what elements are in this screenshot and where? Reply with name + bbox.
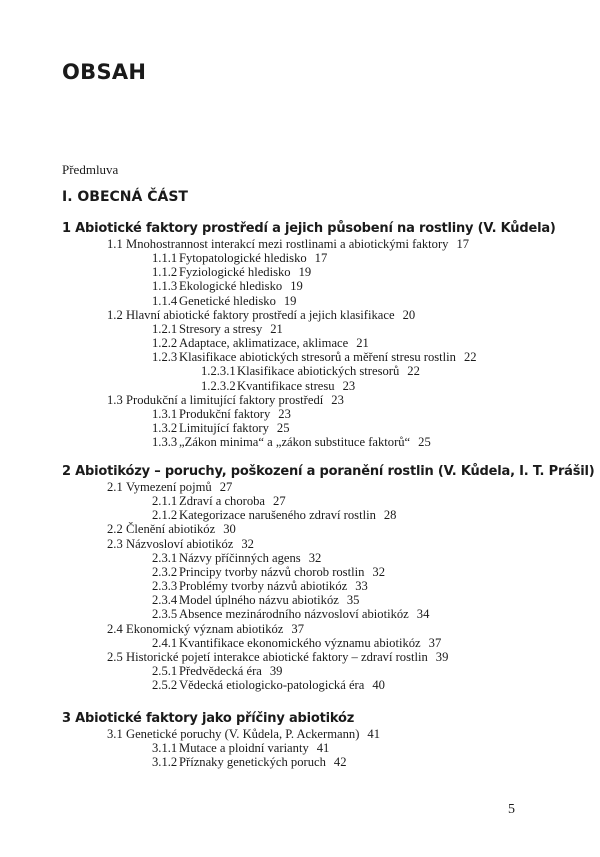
entry-page: 21	[270, 321, 283, 336]
entry-title: Kategorizace narušeného zdraví rostlin	[179, 508, 376, 523]
toc-entry	[62, 237, 556, 251]
entry-number: 2.4	[107, 621, 123, 636]
toc-entry	[62, 480, 595, 494]
entry-title: Produkční a limitující faktory prostředí	[126, 392, 324, 407]
entry-title: „Zákon minima“ a „zákon substituce faktorů“	[179, 435, 411, 450]
toc-entry	[62, 421, 556, 435]
entry-number: 1.2.3.2	[201, 378, 236, 393]
entry-number: 1.1	[107, 237, 123, 251]
entry-page: 39	[269, 664, 283, 679]
entry-page: 21	[356, 336, 369, 351]
chapter-heading: 1 Abiotické faktory prostředí a jejich působení na rostliny (V. Kůdela)	[62, 221, 556, 236]
entry-number: 1.3.2	[152, 421, 178, 436]
entry-page: 22	[463, 350, 477, 365]
toc-entry	[62, 322, 556, 336]
toc-entry	[62, 636, 595, 650]
entry-title: Produkční faktory	[179, 406, 271, 421]
entry-number: 1.2	[107, 307, 123, 322]
entry-title: Klasifikace abiotických stresorů a měření stresu rostlin	[179, 350, 456, 365]
entry-title: Zdraví a choroba	[179, 494, 266, 509]
entry-page: 28	[383, 508, 397, 523]
toc-entry	[62, 551, 595, 565]
entry-title: Fyziologické hledisko	[179, 265, 291, 280]
entry-page: 22	[407, 364, 420, 379]
entry-title: Absence mezinárodního názvosloví abiotikóz	[179, 607, 409, 622]
toc-entry	[62, 593, 595, 607]
entry-title: Členění abiotikóz	[126, 522, 216, 537]
entry-page: 40	[372, 678, 385, 693]
entry-page: 32	[241, 536, 254, 551]
entry-number: 2.3.1	[152, 550, 178, 565]
chapter-1	[62, 221, 556, 449]
entry-page: 33	[355, 579, 368, 594]
entry-title: Vymezení pojmů	[126, 480, 212, 494]
entry-number: 2.3	[107, 536, 123, 551]
entry-page: 19	[283, 293, 297, 308]
chapter-3	[62, 711, 380, 769]
toc-entry	[62, 565, 595, 579]
toc-entry	[62, 364, 556, 378]
toc-entry	[62, 279, 556, 293]
entry-title: Genetické poruchy (V. Kůdela, P. Ackermann)	[126, 727, 360, 741]
entry-number: 1.1.4	[152, 293, 178, 308]
toc-entry	[62, 755, 380, 769]
toc-entry	[62, 308, 556, 322]
entry-page: 30	[223, 522, 236, 537]
entry-title: Názvy příčinných agens	[179, 550, 301, 565]
entry-number: 2.1.1	[152, 494, 178, 509]
entry-title: Adaptace, aklimatizace, aklimace	[179, 336, 349, 351]
toc-entry	[62, 379, 556, 393]
entry-number: 2.5.1	[152, 664, 178, 679]
toc-entry	[62, 650, 595, 664]
entry-title: Mnohostrannost interakcí mezi rostlinami a abiotickými faktory	[126, 237, 449, 251]
toc-entry	[62, 435, 556, 449]
entry-number: 1.3.3	[152, 435, 178, 450]
toc-entry	[62, 579, 595, 593]
entry-title: Genetické hledisko	[179, 293, 276, 308]
chapter-2	[62, 464, 595, 692]
entry-page: 32	[308, 550, 322, 565]
entry-number: 1.3.1	[152, 406, 178, 421]
entry-number: 3.1	[107, 727, 123, 741]
entry-page: 37	[291, 621, 304, 636]
toc-entry	[62, 522, 595, 536]
entry-number: 1.2.3	[152, 350, 178, 365]
entry-page: 25	[418, 435, 431, 450]
entry-page: 39	[435, 649, 449, 664]
toc-entry	[62, 607, 595, 621]
entry-title: Předvědecká éra	[179, 664, 262, 679]
toc-entry	[62, 494, 595, 508]
entry-page: 37	[428, 635, 442, 650]
entry-title: Kvantifikace stresu	[237, 378, 335, 393]
entry-page: 17	[314, 251, 328, 266]
entry-number: 1.1.2	[152, 265, 178, 280]
toc-entry	[62, 508, 595, 522]
part-heading: I. OBECNÁ ČÁST	[62, 189, 188, 205]
toc-entry	[62, 678, 595, 692]
toc-entry	[62, 407, 556, 421]
entry-title: Kvantifikace ekonomického významu abiotikóz	[179, 635, 421, 650]
entry-title: Limitující faktory	[179, 421, 269, 436]
entry-page: 23	[342, 378, 356, 393]
entry-page: 41	[316, 741, 330, 756]
entry-title: Fytopatologické hledisko	[179, 251, 307, 266]
entry-title: Principy tvorby názvů chorob rostlin	[179, 564, 365, 579]
entry-number: 2.4.1	[152, 635, 178, 650]
entry-page: 35	[346, 593, 360, 608]
entry-title: Mutace a ploidní varianty	[179, 741, 309, 756]
entry-number: 1.1.3	[152, 279, 178, 294]
entry-title: Názvosloví abiotikóz	[126, 536, 234, 551]
entry-number: 2.5.2	[152, 678, 178, 693]
toc-entry	[62, 727, 380, 741]
toc-entry	[62, 251, 556, 265]
entry-page: 19	[290, 279, 303, 294]
entry-title: Příznaky genetických poruch	[179, 755, 326, 770]
entry-number: 2.3.4	[152, 593, 178, 608]
entry-number: 2.2	[107, 522, 123, 537]
entry-number: 2.3.5	[152, 607, 178, 622]
page-number: 5	[508, 802, 515, 817]
entry-title: Problémy tvorby názvů abiotikóz	[179, 579, 348, 594]
entry-page: 17	[456, 237, 470, 251]
entry-title: Ekologické hledisko	[179, 279, 283, 294]
chapter-heading: 3 Abiotické faktory jako příčiny abiotikóz	[62, 711, 355, 726]
entry-number: 2.1	[107, 480, 123, 494]
entry-page: 19	[298, 265, 312, 280]
entry-number: 1.1.1	[152, 251, 178, 266]
entry-number: 1.2.2	[152, 336, 178, 351]
toc-entry	[62, 622, 595, 636]
entry-page: 25	[276, 421, 290, 436]
toc-entry	[62, 664, 595, 678]
entry-title: Stresory a stresy	[179, 321, 263, 336]
entry-page: 27	[219, 480, 233, 494]
entry-number: 2.1.2	[152, 508, 178, 523]
entry-title: Vědecká etiologicko-patologická éra	[179, 678, 365, 693]
entry-page: 23	[278, 406, 291, 421]
entry-page: 41	[367, 727, 380, 741]
entry-number: 2.3.3	[152, 579, 178, 594]
entry-title: Model úplného názvu abiotikóz	[179, 593, 339, 608]
chapter-heading: 2 Abiotikózy – poruchy, poškození a poranění rostlin (V. Kůdela, I. T. Prášil)	[62, 464, 595, 479]
entry-number: 3.1.1	[152, 741, 178, 756]
entry-page: 27	[273, 494, 286, 509]
toc-entry	[62, 336, 556, 350]
entry-title: Ekonomický význam abiotikóz	[126, 621, 284, 636]
toc-entry	[62, 537, 595, 551]
entry-number: 3.1.2	[152, 755, 178, 770]
entry-title: Klasifikace abiotických stresorů	[237, 364, 400, 379]
entry-number: 2.5	[107, 649, 123, 664]
entry-page: 42	[333, 755, 347, 770]
toc-entry	[62, 294, 556, 308]
entry-page: 23	[331, 392, 344, 407]
toc-entry	[62, 265, 556, 279]
entry-number: 1.3	[107, 392, 123, 407]
toc-entry	[62, 393, 556, 407]
toc-entry	[62, 741, 380, 755]
page-title: OBSAH	[62, 60, 147, 84]
entry-page: 34	[416, 607, 430, 622]
entry-page: 32	[372, 564, 385, 579]
entry-number: 2.3.2	[152, 564, 178, 579]
toc-entry	[62, 350, 556, 364]
entry-page: 20	[402, 307, 416, 322]
entry-title: Historické pojetí interakce abiotické faktory – zdraví rostlin	[126, 649, 428, 664]
entry-title: Hlavní abiotické faktory prostředí a jejich klasifikace	[126, 307, 395, 322]
entry-number: 1.2.3.1	[201, 364, 236, 379]
toc-preface: Předmluva	[62, 162, 119, 177]
entry-number: 1.2.1	[152, 321, 178, 336]
